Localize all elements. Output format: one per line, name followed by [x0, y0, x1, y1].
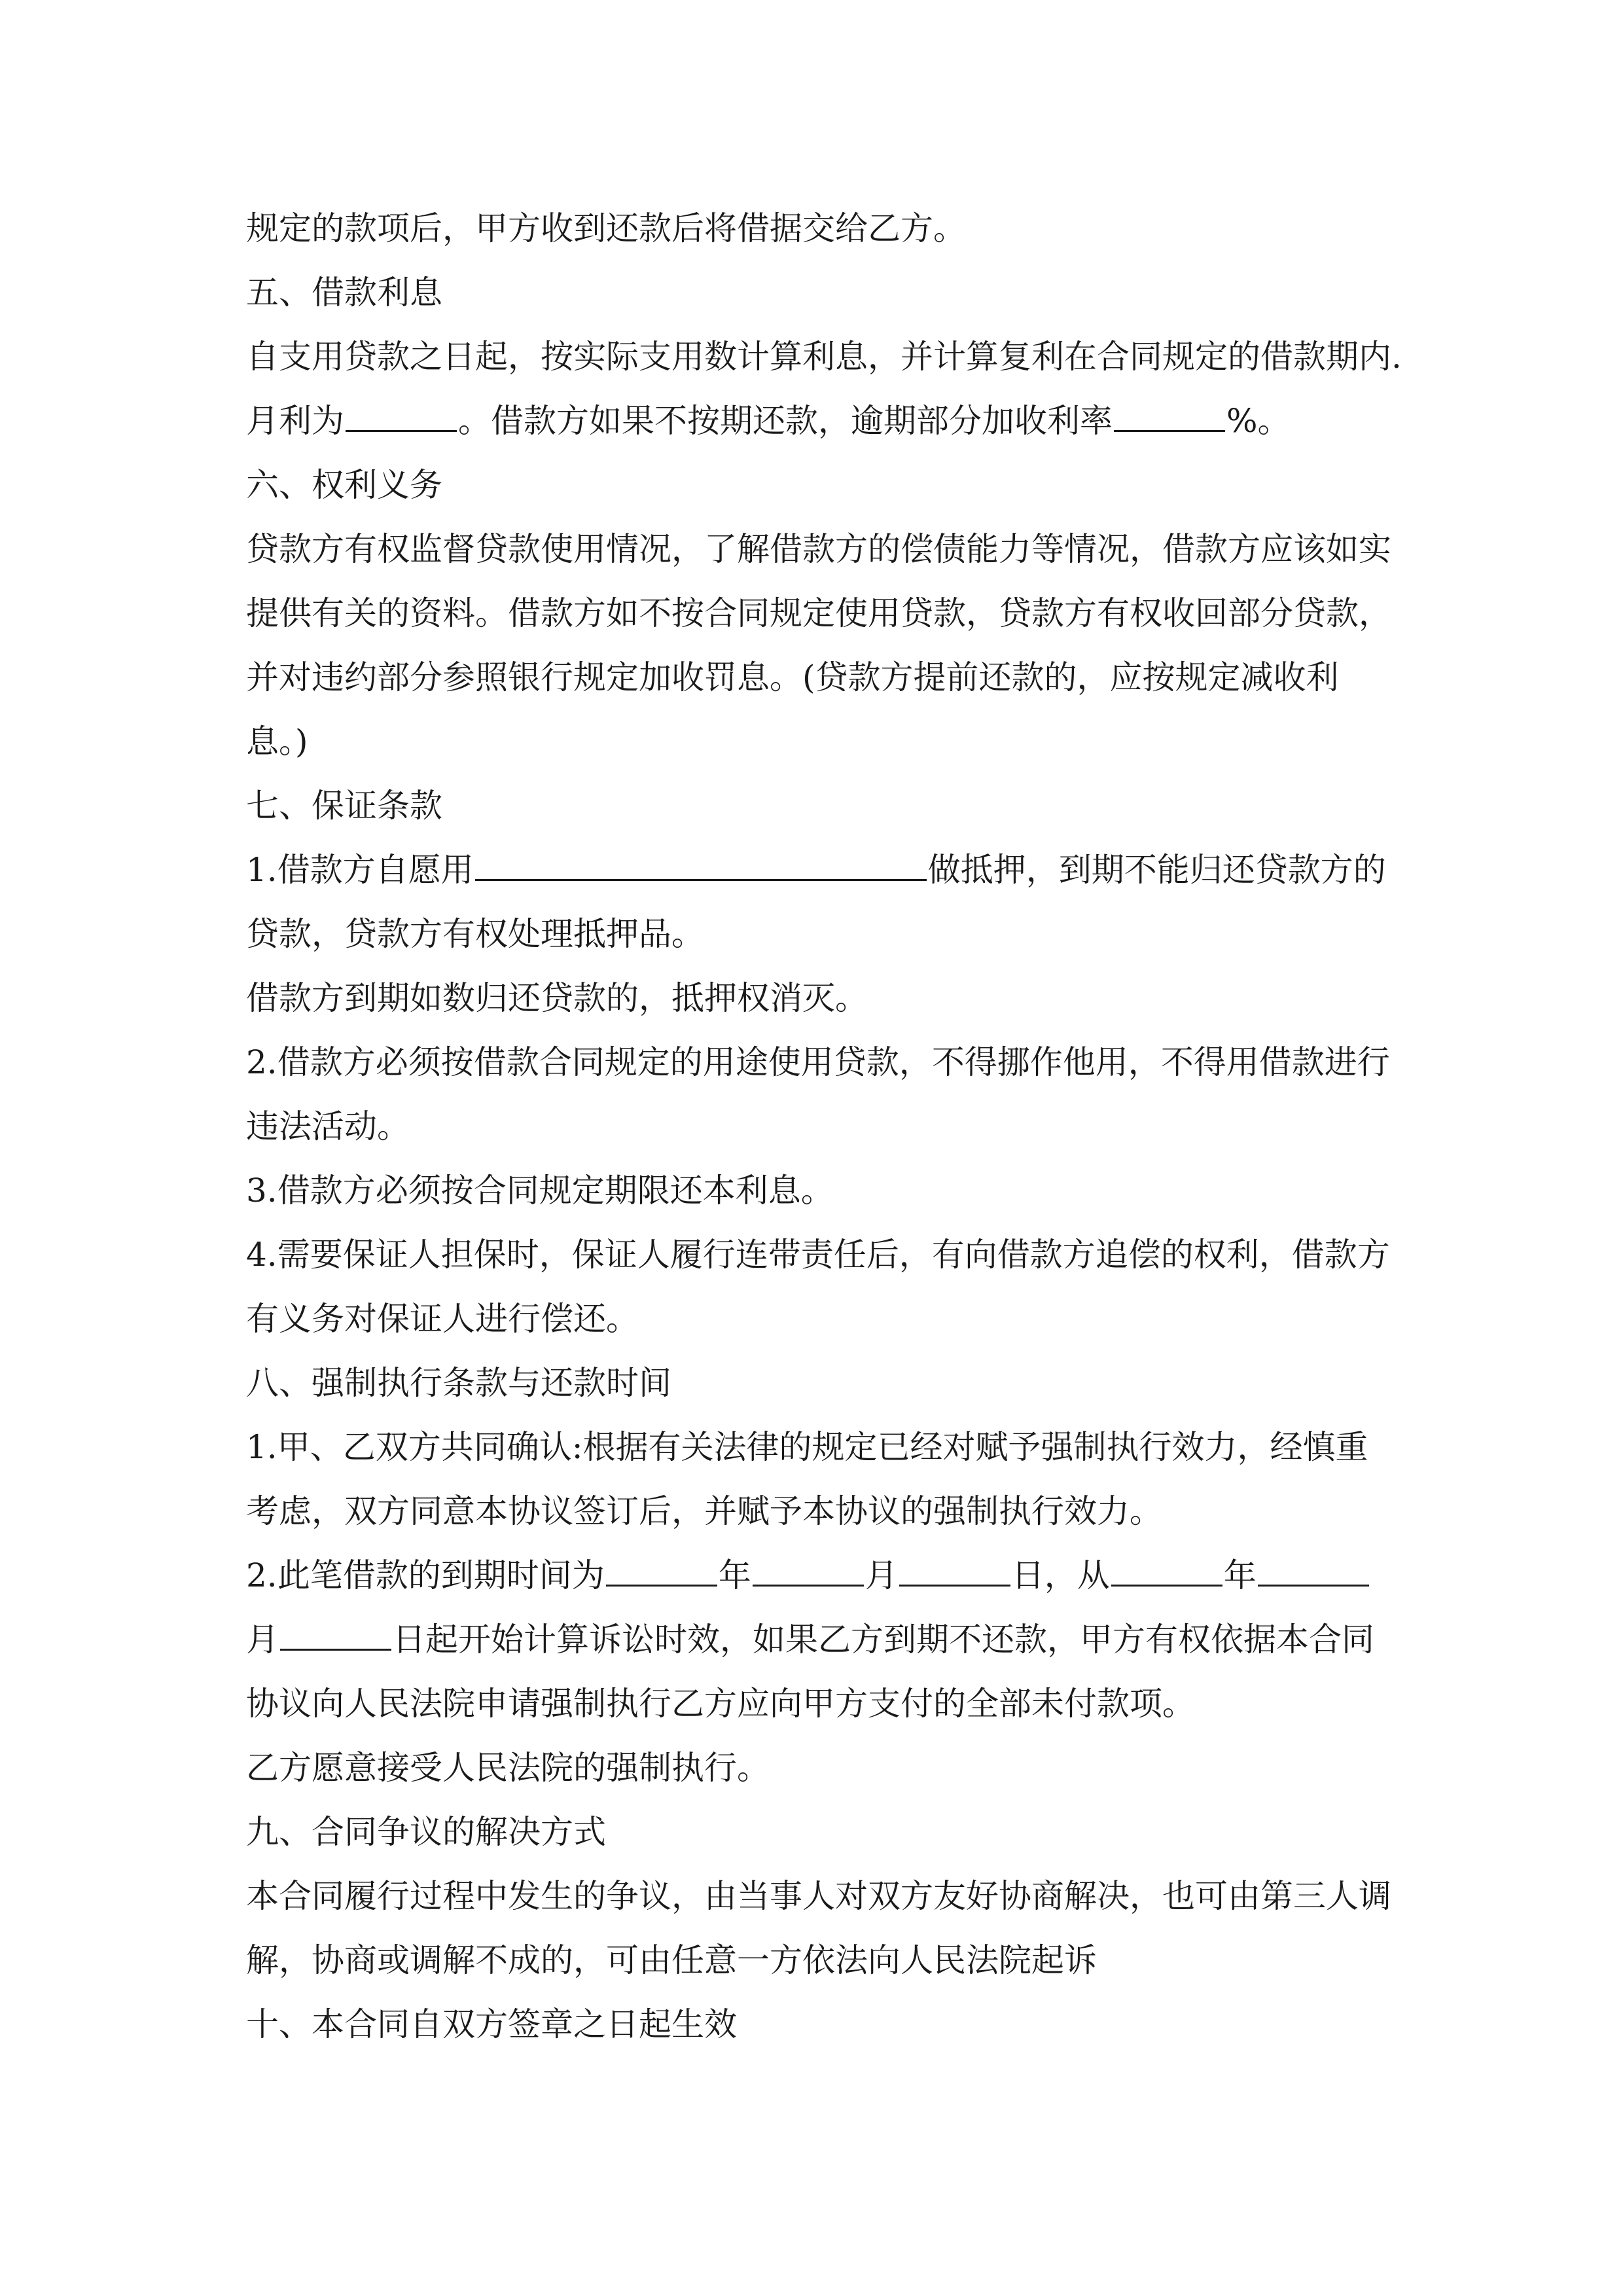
text-segment: 2.此笔借款的到期时间为 — [246, 1556, 605, 1594]
text-line: 借款方到期如数归还贷款的，抵押权消灭。 — [246, 979, 868, 1017]
text-segment: 年 — [1223, 1556, 1257, 1594]
text-line: 1.甲、乙双方共同确认:根据有关法律的规定已经对赋予强制执行效力，经慎重 — [246, 1428, 1368, 1466]
monthly-rate-blank — [346, 396, 457, 432]
penalty-rate-blank — [1114, 396, 1225, 432]
text-line-due-date — [246, 1543, 1385, 1607]
text-line: 乙方愿意接受人民法院的强制执行。 — [246, 1749, 770, 1787]
contract-body — [246, 196, 1402, 2056]
start-year-blank — [1111, 1551, 1222, 1587]
text-segment: 月利为 — [246, 402, 344, 440]
text-line-collateral — [246, 838, 1385, 902]
text-segment: 月 — [246, 1621, 279, 1659]
text-line: 有义务对保证人进行偿还。 — [246, 1300, 639, 1338]
text-line: 协议向人民法院申请强制执行乙方应向甲方支付的全部未付款项。 — [246, 1685, 1195, 1723]
start-month-blank — [1258, 1551, 1369, 1587]
text-segment: %。 — [1226, 402, 1291, 440]
text-line: 考虑，双方同意本协议签订后，并赋予本协议的强制执行效力。 — [246, 1492, 1162, 1530]
collateral-blank — [475, 845, 927, 881]
text-line: 贷款，贷款方有权处理抵押品。 — [246, 915, 704, 953]
text-line-limitation — [246, 1607, 1385, 1672]
text-line: 违法活动。 — [246, 1107, 410, 1145]
section-heading-enforcement: 八、强制执行条款与还款时间 — [246, 1364, 671, 1402]
text-line: 本合同履行过程中发生的争议，由当事人对双方友好协商解决，也可由第三人调 — [246, 1877, 1391, 1915]
due-day-blank — [899, 1551, 1010, 1587]
text-segment: 做抵押，到期不能归还贷款方的 — [927, 851, 1386, 889]
text-segment: 1.借款方自愿用 — [246, 851, 474, 889]
text-segment: 日，从 — [1011, 1556, 1110, 1594]
due-month-blank — [753, 1551, 864, 1587]
due-year-blank — [606, 1551, 717, 1587]
text-line: 息。) — [246, 723, 308, 761]
text-line: 贷款方有权监督贷款使用情况，了解借款方的偿债能力等情况，借款方应该如实 — [246, 530, 1391, 568]
section-heading-interest: 五、借款利息 — [246, 274, 442, 312]
text-segment: 。借款方如果不按期还款，逾期部分加收利率 — [458, 402, 1113, 440]
text-line: 提供有关的资料。借款方如不按合同规定使用贷款，贷款方有权收回部分贷款， — [246, 594, 1391, 632]
text-line-interest-rate — [246, 389, 1385, 453]
text-segment: 日起开始计算诉讼时效，如果乙方到期不还款，甲方有权依据本合同 — [393, 1621, 1374, 1659]
text-line: 解，协商或调解不成的，可由任意一方依法向人民法院起诉 — [246, 1941, 1097, 1979]
text-line: 并对违约部分参照银行规定加收罚息。(贷款方提前还款的，应按规定减收利 — [246, 658, 1339, 696]
section-heading-disputes: 九、合同争议的解决方式 — [246, 1813, 606, 1851]
section-heading-guarantee: 七、保证条款 — [246, 787, 442, 825]
section-heading-rights: 六、权利义务 — [246, 466, 442, 504]
text-segment: 年 — [718, 1556, 751, 1594]
text-line: 2.借款方必须按借款合同规定的用途使用贷款，不得挪作他用，不得用借款进行 — [246, 1043, 1390, 1081]
text-line: 3.借款方必须按合同规定期限还本利息。 — [246, 1172, 834, 1210]
start-day-blank — [280, 1615, 391, 1651]
section-heading-effective: 十、本合同自双方签章之日起生效 — [246, 2005, 737, 2043]
text-segment: 月 — [865, 1556, 898, 1594]
text-line: 自支用贷款之日起，按实际支用数计算利息，并计算复利在合同规定的借款期内. — [246, 338, 1402, 376]
text-line: 4.需要保证人担保时，保证人履行连带责任后，有向借款方追偿的权利，借款方 — [246, 1236, 1390, 1274]
text-line: 规定的款项后，甲方收到还款后将借据交给乙方。 — [246, 209, 966, 247]
